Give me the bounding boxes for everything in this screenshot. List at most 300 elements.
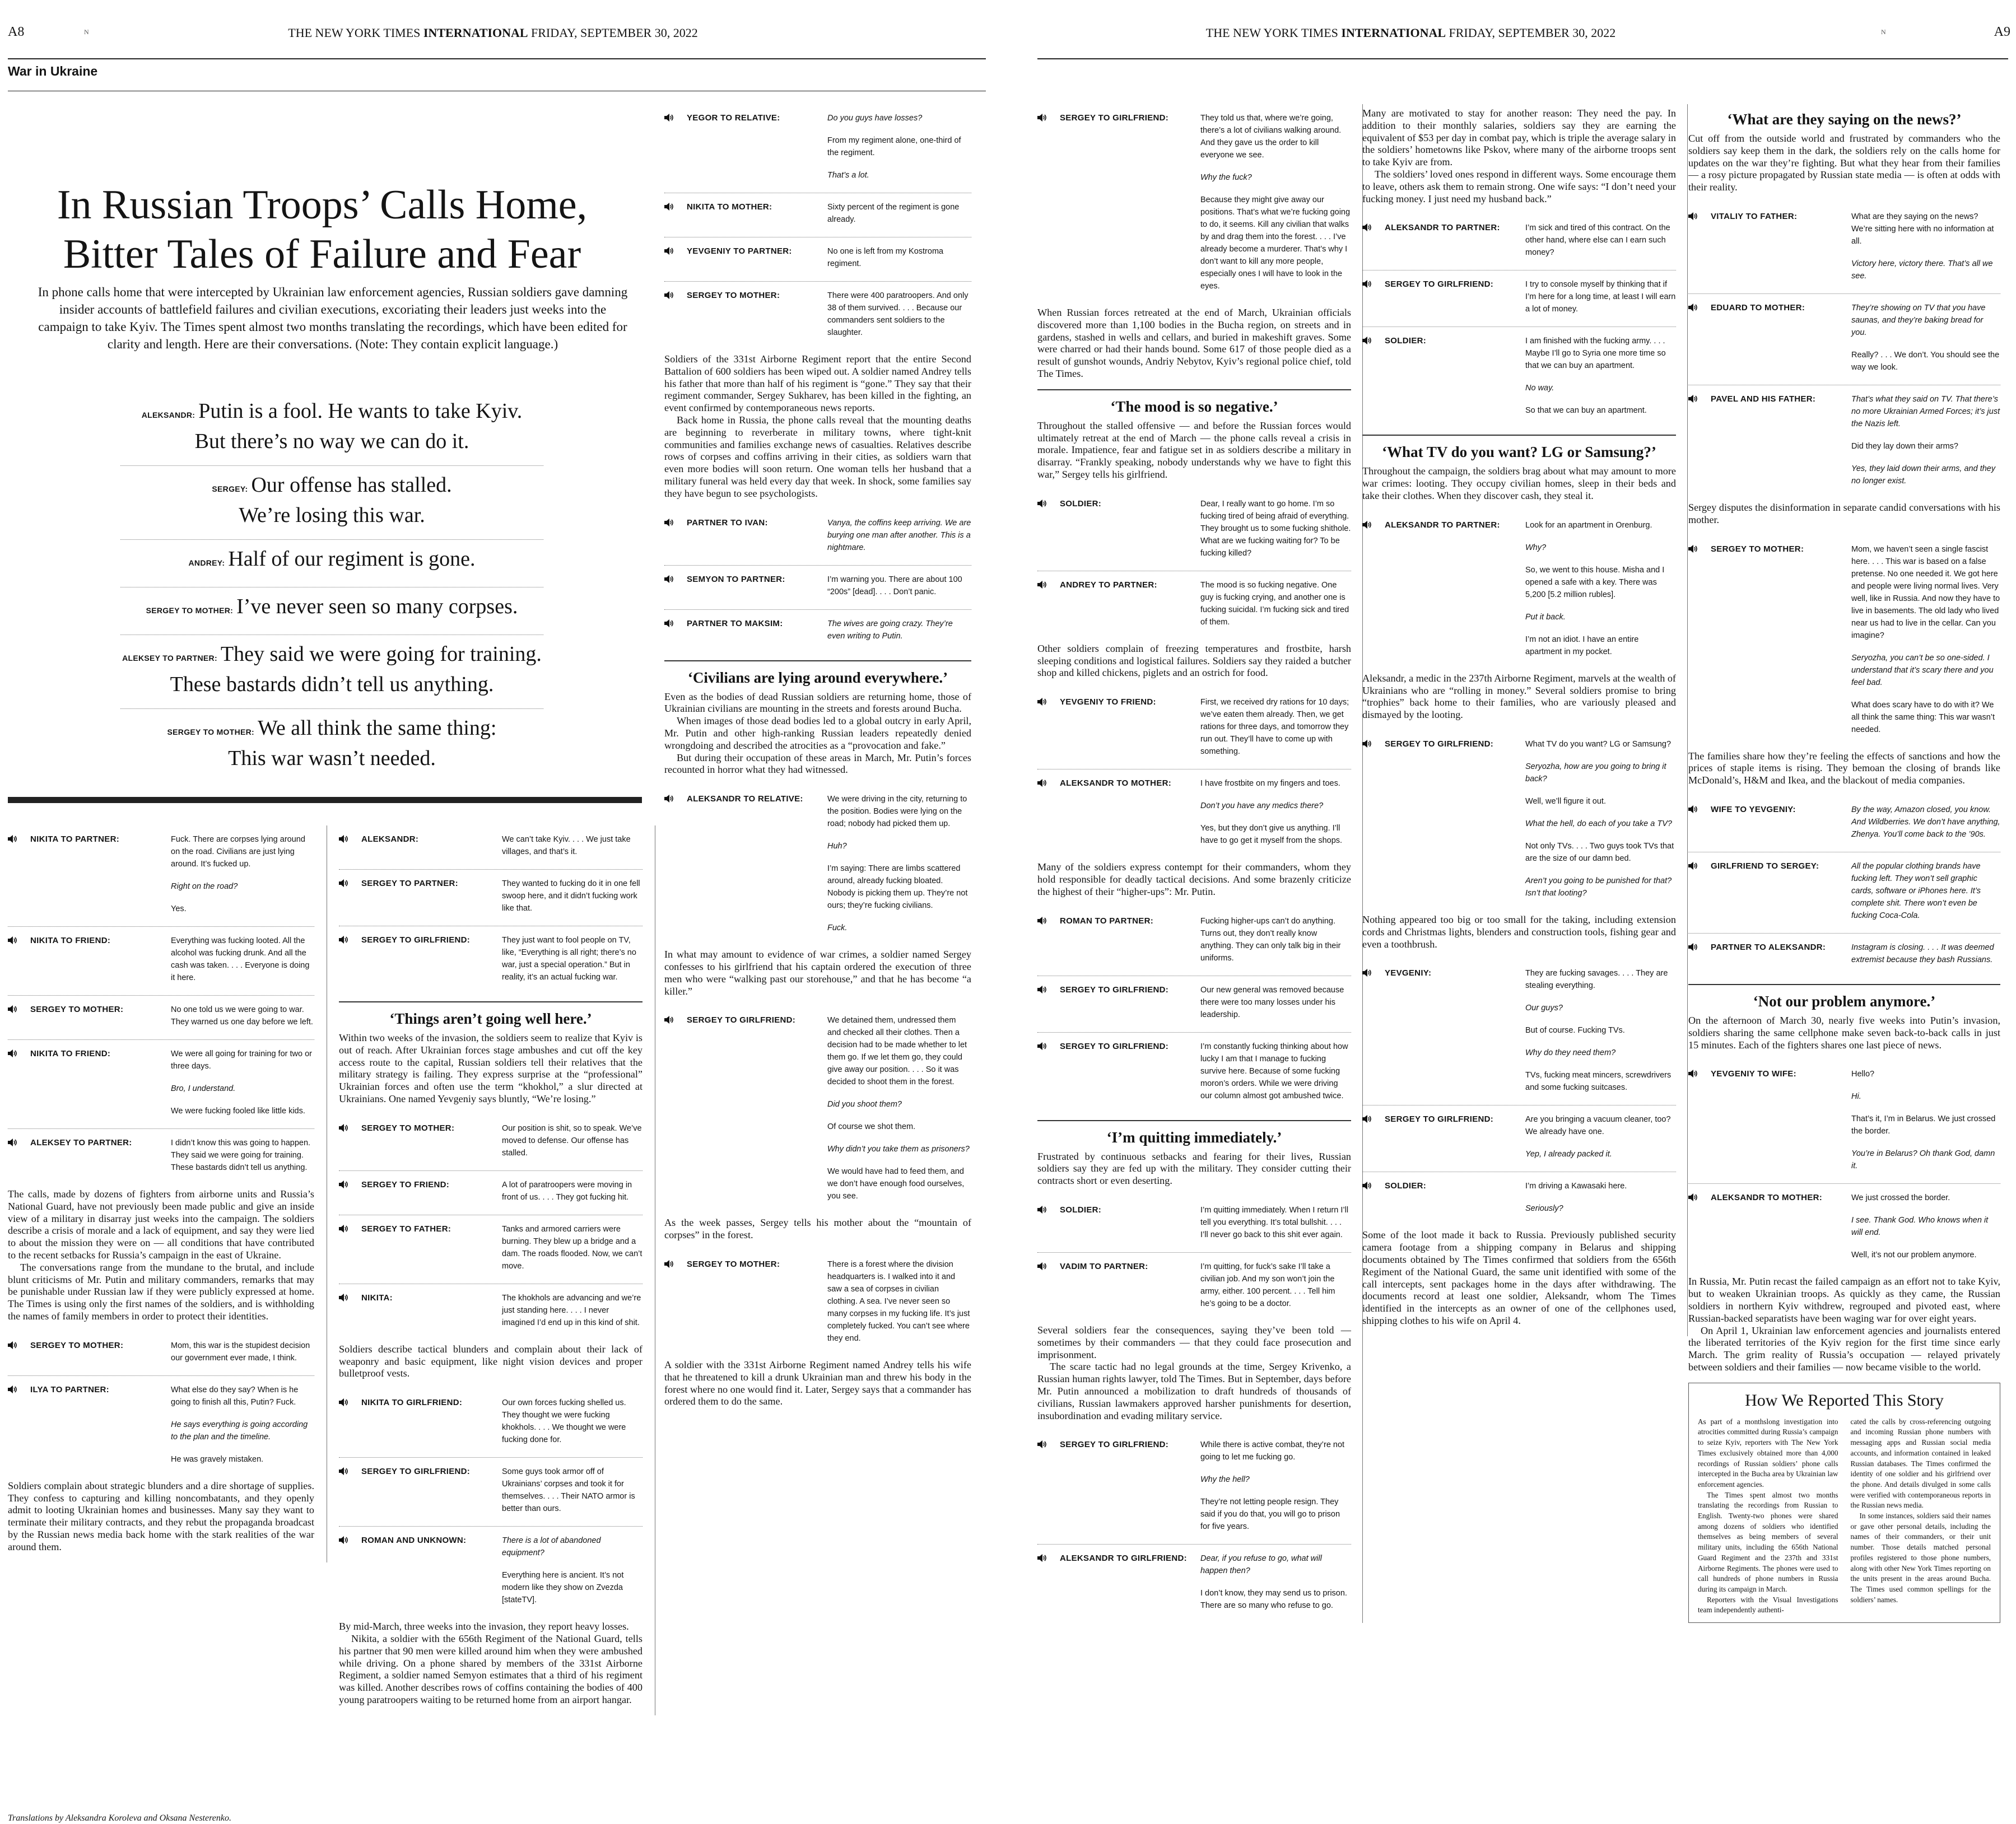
column-e	[1362, 104, 1688, 1336]
clip-speaker	[339, 878, 502, 915]
play-audio-speaker-icon[interactable]	[339, 1225, 349, 1233]
transcript-line: What are they saying on the news? We’re sitting here with no information at all.	[1851, 212, 1994, 246]
pull-quotes	[120, 392, 543, 782]
clip-transcript	[827, 517, 971, 554]
play-audio-speaker-icon[interactable]	[339, 1124, 349, 1132]
play-audio-speaker-icon[interactable]	[1037, 698, 1047, 706]
pull-quote	[120, 635, 543, 709]
transcript-line: There is a lot of abandoned equipment?	[502, 1536, 601, 1558]
subhead: ‘The mood is so negative.’	[1037, 389, 1351, 416]
transcript-line: I didn’t know this was going to happen. They said we were going for training. These bastards didn’t tell us anything.	[171, 1139, 311, 1172]
clip-speaker-label: SEMYON TO PARTNER:	[687, 574, 785, 584]
transcript-line: They’re not letting people resign. They said if you do that, you will go to prison for five years.	[1200, 1498, 1340, 1532]
play-audio-speaker-icon[interactable]	[1037, 917, 1047, 925]
subhead: ‘Things aren’t going well here.’	[339, 1001, 642, 1028]
clip-transcript	[502, 878, 642, 915]
audio-clip	[664, 237, 971, 282]
play-audio-speaker-icon[interactable]	[1037, 1554, 1047, 1562]
headline	[0, 180, 644, 279]
paragraph: Throughout the campaign, the soldiers brag about what may amount to more war crimes: looting. They occupy civilian homes, sleep in their beds and take their clothes. When they discover cash, they steal it.	[1362, 465, 1676, 501]
transcript-line: Well, it’s not our problem anymore.	[1851, 1251, 1977, 1260]
play-audio-speaker-icon[interactable]	[1037, 114, 1047, 122]
transcript-line: They’re showing on TV that you have saunas, and they’re baking bread for you.	[1851, 303, 1986, 337]
transcript-line: Seryozha, you can’t be so one-sided. I understand that it’s scary there and you feel bad.	[1851, 653, 1994, 687]
clip-speaker-label: NIKITA TO GIRLFRIEND:	[361, 1398, 463, 1408]
audio-clip	[1037, 490, 1351, 571]
clip-speaker	[1037, 984, 1200, 1021]
audio-clip	[339, 1284, 642, 1340]
transcript-line: I’m sick and tired of this contract. On the other hand, where else can I earn such money?	[1525, 223, 1670, 258]
play-audio-speaker-icon[interactable]	[339, 1536, 349, 1544]
transcript-line: We were all going for training for two or three days.	[171, 1049, 312, 1071]
transcript-line: All the popular clothing brands have fucking left. They won’t sell graphic cards, software or iPhones here. It’s complete shit. There won’t even be fucking Coca-Cola.	[1851, 861, 1981, 920]
transcript-line: They just want to fool people on TV, like, “Everything is all right; there’s no war, just a special operation.” But in reality, it’s an actual fucking war.	[502, 936, 636, 982]
play-audio-speaker-icon[interactable]	[339, 936, 349, 944]
clip-speaker	[664, 201, 827, 226]
transcript-line: Because they might give away our positions. That’s what we’re fucking going to do, it seems. Kill any civilian that walks by and drag them into the forest. . . . I’ve already become a murderer. That’s why I don’t want to kill any more people, especially ones I will have to look in the eyes.	[1200, 195, 1351, 291]
body-text	[664, 1217, 971, 1242]
clip-transcript	[1525, 278, 1676, 315]
play-audio-speaker-icon[interactable]	[664, 203, 674, 211]
top-rule	[1037, 58, 2008, 59]
thick-rule	[8, 797, 642, 803]
clip-speaker	[664, 573, 827, 598]
transcript-line: Well, we’ll figure it out.	[1525, 796, 1606, 806]
play-audio-speaker-icon[interactable]	[339, 1181, 349, 1188]
play-audio-speaker-icon[interactable]	[664, 114, 674, 122]
transcript-line: They wanted to fucking do it in one fell swoop here, and it didn’t fucking work like that.	[502, 879, 640, 913]
clip-speaker-label: SERGEY TO GIRLFRIEND:	[361, 935, 471, 945]
folio	[0, 26, 986, 40]
paragraph: Nikita, a soldier with the 656th Regiment of the National Guard, tells his partner that 90 men were killed around him when they were ambushed while driving. On a phone shared by members of the 331st Airborne Regiment, a soldier named Semyon estimates that a third of his regiment was killed. Another describes rows of coffins containing the bodies of 400 young paratroopers waiting to be returned home from an airport hangar.	[339, 1632, 642, 1705]
play-audio-speaker-icon[interactable]	[1688, 1193, 1698, 1201]
transcript-line: What else do they say? When is he going to finish all this, Putin? Fuck.	[171, 1385, 299, 1407]
clip-speaker	[8, 1137, 171, 1174]
clip-transcript	[502, 1122, 642, 1159]
paragraph: When images of those dead bodies led to a global outcry in early April, Mr. Putin and other high-ranking Russian leaders repeatedly denied wrongdoing and described the atrocities as a “provocation and fake.”	[664, 715, 971, 751]
clip-speaker-label: SERGEY TO GIRLFRIEND:	[1060, 113, 1169, 123]
play-audio-speaker-icon[interactable]	[8, 1049, 18, 1057]
transcript-line: Bro, I understand.	[171, 1084, 236, 1093]
clip-speaker	[1362, 222, 1525, 259]
audio-clip	[339, 1458, 642, 1527]
audio-clip	[8, 1129, 314, 1185]
transcript-line: Why the hell?	[1200, 1475, 1250, 1485]
transcript-line: He was gravely mistaken.	[171, 1454, 264, 1464]
play-audio-speaker-icon[interactable]	[1688, 395, 1698, 403]
clip-speaker-label: ALEKSANDR TO GIRLFRIEND:	[1060, 1554, 1187, 1564]
paragraph: Soldiers complain about strategic blunders and a dire shortage of supplies. They confess to capturing and killing noncombatants, and they openly admit to looting Ukrainian homes and businesses. Many say they want to terminate their military contracts, and they rebut the propaganda broadcast by the Russian news media back home with the stark realities of the war around them.	[8, 1480, 314, 1552]
play-audio-speaker-icon[interactable]	[1362, 969, 1372, 977]
clip-transcript	[827, 245, 971, 270]
transcript-line: Vanya, the coffins keep arriving. We are burying one man after another. This is a nightmare.	[827, 518, 971, 552]
quote-speaker: SERGEY:	[212, 484, 248, 493]
transcript-line: A lot of paratroopers were moving in front of us. . . . They got fucking hit.	[502, 1180, 632, 1202]
clip-speaker	[1037, 112, 1200, 292]
transcript-line: TVs, fucking meat mincers, screwdrivers and some fucking suitcases.	[1525, 1071, 1672, 1093]
clip-speaker	[664, 1014, 827, 1202]
play-audio-speaker-icon[interactable]	[8, 936, 18, 944]
play-audio-speaker-icon[interactable]	[1688, 304, 1698, 311]
transcript-line: Look for an apartment in Orenburg.	[1525, 520, 1652, 530]
paragraph: Nothing appeared too big or too small for the taking, including extension cords and Christmas lights, blenders and construction tools, fishing gear and even a toothbrush.	[1362, 913, 1676, 950]
play-audio-speaker-icon[interactable]	[664, 795, 674, 803]
clip-speaker	[1362, 1180, 1525, 1215]
play-audio-speaker-icon[interactable]	[1688, 805, 1698, 813]
clip-speaker	[664, 112, 827, 181]
clip-transcript	[502, 934, 642, 983]
body-text	[1037, 307, 1351, 380]
transcript-line: Yep, I already packed it.	[1525, 1150, 1612, 1159]
audio-clip	[664, 282, 971, 350]
clip-transcript	[827, 793, 971, 934]
transcript-line: No one told us we were going to war. They warned us one day before we left.	[171, 1005, 313, 1027]
transcript-line: Everything was fucking looted. All the alcohol was fucking drunk. And all the cash was taken. . . . Everyone is doing it here.	[171, 936, 310, 982]
audio-clip	[1037, 688, 1351, 769]
paragraph: Even as the bodies of dead Russian soldiers are returning home, those of Ukrainian civilians are mounting in the streets and forests around Bucha.	[664, 691, 971, 715]
clip-transcript	[827, 1014, 971, 1202]
play-audio-speaker-icon[interactable]	[1688, 943, 1698, 951]
clip-speaker	[664, 618, 827, 642]
body-text	[1688, 750, 2000, 787]
play-audio-speaker-icon[interactable]	[339, 1398, 349, 1406]
clip-speaker	[1688, 804, 1851, 841]
clip-speaker-label: ILYA TO PARTNER:	[30, 1384, 109, 1394]
clip-speaker	[339, 1179, 502, 1203]
play-audio-speaker-icon[interactable]	[339, 879, 349, 887]
clip-speaker-label: SOLDIER:	[1060, 1205, 1102, 1215]
body-text	[1688, 502, 2000, 526]
play-audio-speaker-icon[interactable]	[339, 1294, 349, 1301]
transcript-line: Don’t you have any medics there?	[1200, 801, 1324, 811]
transcript-line: By the way, Amazon closed, you know. And Wildberries. We don’t have anything, Zhenya. You’ll come back to the ’90s.	[1851, 805, 2000, 839]
audio-clip	[1688, 1060, 2000, 1184]
play-audio-speaker-icon[interactable]	[1037, 986, 1047, 993]
column-b	[339, 825, 655, 1715]
paragraph: Soldiers of the 331st Airborne Regiment report that the entire Second Battalion of 600 soldiers has been wiped out. A soldier named Andrey tells his father that more than half of his regiment is “gone.” They say that their regiment commander, Sergey Sukharev, has been killed in the fighting, an event confirmed by contemporaneous news reports.	[664, 353, 971, 414]
clip-speaker-label: ALEKSEY TO PARTNER:	[30, 1138, 132, 1147]
clip-speaker	[339, 934, 502, 983]
play-audio-speaker-icon[interactable]	[1688, 1070, 1698, 1077]
clip-speaker-label: WIFE TO YEVGENIY:	[1711, 804, 1796, 814]
paragraph: Throughout the stalled offensive — and before the Russian forces would ultimately retreat at the end of March — the phone calls reveal a crisis in morale. Impatience, fear and fatigue set in as soldiers describe a military in disarray. “Frankly speaking, nobody understands why we have to fight this war,” Sergey tells his girlfriend.	[1037, 419, 1351, 480]
audio-clip	[664, 104, 971, 193]
play-audio-speaker-icon[interactable]	[664, 247, 674, 255]
clip-transcript	[1851, 941, 2000, 966]
clip-speaker-label: SERGEY TO GIRLFRIEND:	[1060, 985, 1169, 995]
audio-clip	[1037, 1431, 1351, 1545]
clip-transcript	[502, 833, 642, 858]
audio-clip	[1037, 907, 1351, 976]
play-audio-speaker-icon[interactable]	[1362, 740, 1372, 748]
transcript-line: Sixty percent of the regiment is gone already.	[827, 203, 960, 224]
clip-speaker	[1037, 1439, 1200, 1533]
play-audio-speaker-icon[interactable]	[664, 519, 674, 526]
play-audio-speaker-icon[interactable]	[1037, 1262, 1047, 1270]
clip-speaker	[1362, 278, 1525, 315]
audio-clip	[664, 566, 971, 610]
clip-transcript	[1200, 498, 1351, 559]
transcript-line: Instagram is closing. . . . It was deemed extremist because they bash Russians.	[1851, 943, 1994, 964]
clip-speaker-label: SERGEY TO MOTHER:	[687, 1259, 780, 1269]
transcript-line: We were fucking fooled like little kids.	[171, 1107, 305, 1116]
body-text	[1688, 1276, 2000, 1373]
play-audio-speaker-icon[interactable]	[339, 1467, 349, 1475]
paragraph: Sergey disputes the disinformation in separate candid conversations with his mother.	[1688, 501, 2000, 525]
clip-transcript	[827, 573, 971, 598]
paragraph: The families share how they’re feeling the effects of sanctions and how the prices of staple items is rising. They bemoan the closing of brands like McDonald’s, H&M and Ikea, and the blackout of media companies.	[1688, 750, 2000, 786]
body-text	[339, 1621, 642, 1706]
play-audio-speaker-icon[interactable]	[664, 619, 674, 627]
left-page	[0, 0, 986, 1824]
play-audio-speaker-icon[interactable]	[1037, 581, 1047, 589]
body-text	[1037, 420, 1351, 481]
audio-clip	[1362, 214, 1676, 270]
play-audio-speaker-icon[interactable]	[1037, 1206, 1047, 1214]
audio-clip	[1362, 327, 1676, 428]
body-text	[664, 691, 971, 777]
body-text	[1362, 914, 1676, 950]
clip-speaker-label: PAVEL AND HIS FATHER:	[1711, 394, 1816, 404]
body-text	[664, 1359, 971, 1408]
audio-clip	[1037, 571, 1351, 640]
play-audio-speaker-icon[interactable]	[1362, 1115, 1372, 1123]
play-audio-speaker-icon[interactable]	[8, 1341, 18, 1349]
clip-speaker-label: SOLDIER:	[1060, 498, 1102, 509]
body-text	[8, 1480, 314, 1554]
transcript-line: We can’t take Kyiv. . . . We just take villages, and that’s it.	[502, 835, 631, 856]
quote-line: Putin is a fool. He wants to take Kyiv.	[198, 399, 523, 423]
clip-transcript	[1200, 1041, 1351, 1102]
clip-speaker-label: ALEKSANDR TO RELATIVE:	[687, 794, 803, 804]
quote-line: This war wasn’t needed.	[228, 747, 436, 770]
play-audio-speaker-icon[interactable]	[339, 835, 349, 843]
transcript-line: Fucking higher-ups can’t do anything. Turns out, they don’t really know anything. They can only talk big in their uniforms.	[1200, 916, 1341, 963]
play-audio-speaker-icon[interactable]	[1037, 1440, 1047, 1448]
clip-speaker-label: SERGEY TO PARTNER:	[361, 879, 458, 888]
quote-speaker: SERGEY TO MOTHER:	[146, 606, 234, 615]
clip-speaker-label: ALEKSANDR TO PARTNER:	[1385, 223, 1500, 233]
transcript-line: They are fucking savages. . . . They are stealing everything.	[1525, 969, 1668, 991]
body-text	[1362, 1229, 1676, 1327]
transcript-line: Why?	[1525, 543, 1547, 552]
play-audio-speaker-icon[interactable]	[1362, 521, 1372, 529]
clip-speaker	[664, 245, 827, 270]
clip-transcript	[502, 1179, 642, 1203]
clip-transcript	[1200, 1204, 1351, 1241]
paragraph: Several soldiers fear the consequences, saying they’ve been told — sometimes by their commanders — that they could face prosecution and imprisonment.	[1037, 1324, 1351, 1360]
clip-speaker	[664, 517, 827, 554]
box-paragraph: In some instances, soldiers said their names or gave other personal details, including the names of their commanders, or their unit number. Those details matched personal profiles registered to those phone numbers, along with other New York Times reporting on the units present in the areas around Bucha. The Times used common spellings for the soldiers’ names.	[1850, 1512, 1991, 1604]
audio-clip	[1362, 270, 1676, 327]
clip-speaker	[8, 1048, 171, 1117]
clip-transcript	[1525, 222, 1676, 259]
play-audio-speaker-icon[interactable]	[1362, 1182, 1372, 1189]
transcript-line: Some guys took armor off of Ukrainians’ corpses and took it for themselves. . . . Their NATO armor is better than ours.	[502, 1467, 635, 1514]
issue-date: FRIDAY, SEPTEMBER 30, 2022	[531, 26, 698, 40]
audio-clip	[1037, 1253, 1351, 1321]
clip-speaker-label: NIKITA TO FRIEND:	[30, 1049, 111, 1058]
play-audio-speaker-icon[interactable]	[664, 291, 674, 299]
play-audio-speaker-icon[interactable]	[1688, 862, 1698, 870]
transcript-line: Yes.	[171, 904, 187, 913]
dek: In phone calls home that were intercepted by Ukrainian law enforcement agencies, Russian soldiers gave damning insider accounts of battlefield failures and civilian executions, excoriating their leaders just weeks into the campaign to take Kyiv. The Times spent almost two months translating the recordings, which have been edited for clarity and length. Here are their conversations. (Note: They contain explicit language.)	[38, 285, 628, 351]
body-text	[1037, 643, 1351, 679]
clip-speaker-label: GIRLFRIEND TO SERGEY:	[1711, 861, 1819, 871]
clip-speaker	[1037, 777, 1200, 847]
transcript-line: Our guys?	[1525, 1004, 1563, 1013]
transcript-line: No way.	[1525, 384, 1554, 393]
clip-transcript	[1200, 696, 1351, 758]
transcript-line: Our position is shit, so to speak. We’ve moved to defense. Our offense has stalled.	[502, 1123, 642, 1158]
audio-clip	[339, 1389, 642, 1458]
quote-speaker: ALEKSEY TO PARTNER:	[122, 654, 217, 663]
play-audio-speaker-icon[interactable]	[1037, 500, 1047, 507]
quote-line: These bastards didn’t tell us anything.	[170, 673, 494, 696]
clip-speaker-label: SERGEY TO GIRLFRIEND:	[1060, 1041, 1169, 1051]
transcript-line: Everything here is ancient. It’s not modern like they show on Zvezda [stateTV].	[502, 1571, 624, 1605]
clip-transcript	[1851, 860, 2000, 922]
transcript-line: Not only TVs. . . . Two guys took TVs that are the size of our damn bed.	[1525, 841, 1674, 863]
clip-speaker	[1688, 543, 1851, 736]
box-paragraph: Reporters with the Visual Investigations team independently authenti-	[1698, 1595, 1838, 1615]
play-audio-speaker-icon[interactable]	[1688, 545, 1698, 553]
play-audio-speaker-icon[interactable]	[8, 1386, 18, 1393]
transcript-line: They told us that, where we’re going, there’s a lot of civilians walking around. And they gave us the order to kill everyone we see.	[1200, 114, 1342, 160]
clip-speaker	[1688, 860, 1851, 922]
clip-speaker	[1362, 967, 1525, 1094]
paragraph: The scare tactic had no legal grounds at the time, Sergey Krivenko, a Russian human rights lawyer, told The Times. But in September, days before Mr. Putin announced a mobilization to draft hundreds of thousands of civilians, Russian lawmakers approved harsher punishments for desertion, insubordination and evading military service.	[1037, 1361, 1351, 1421]
audio-clip	[1688, 535, 2000, 747]
play-audio-speaker-icon[interactable]	[8, 1005, 18, 1013]
clip-speaker-label: SERGEY TO MOTHER:	[30, 1340, 124, 1350]
clip-speaker-label: ALEKSANDR TO PARTNER:	[1385, 520, 1500, 530]
body-text	[8, 1188, 314, 1323]
clip-speaker	[664, 290, 827, 339]
play-audio-speaker-icon[interactable]	[664, 575, 674, 583]
clip-speaker-label: SERGEY TO MOTHER:	[361, 1123, 455, 1133]
paragraph: Frustrated by continuous setbacks and fearing for their lives, Russian soldiers say they are fed up with the military. They consider cutting their contracts short or even deserting.	[1037, 1150, 1351, 1187]
body-text	[664, 353, 971, 500]
audio-clip	[1037, 1033, 1351, 1113]
clip-speaker-label: SERGEY TO GIRLFRIEND:	[1060, 1440, 1169, 1450]
play-audio-speaker-icon[interactable]	[8, 835, 18, 843]
clip-speaker-label: SOLDIER:	[1385, 336, 1427, 346]
clip-transcript	[502, 1534, 642, 1606]
transcript-line: First, we received dry rations for 10 days; we’ve eaten them already. Then, we get rations for three days, and tomorrow they run out. They’ll have to come up with something.	[1200, 698, 1349, 757]
audio-clip	[1362, 1105, 1676, 1172]
play-audio-speaker-icon[interactable]	[8, 1139, 18, 1146]
paragraph: Other soldiers complain of freezing temperatures and frostbite, harsh sleeping conditions and logistical failures. Soldiers say they raided a butcher shop and killed chickens, piglets and an ostrich for food.	[1037, 642, 1351, 679]
clip-speaker-label: SERGEY TO MOTHER:	[687, 291, 780, 300]
transcript-line: Tanks and armored carriers were burning. They blew up a bridge and a dam. The roads flooded. Now, we can’t move.	[502, 1224, 642, 1271]
transcript-line: Victory here, victory there. That’s all we see.	[1851, 259, 1993, 281]
audio-clip	[1362, 511, 1676, 669]
quote-line: Our offense has stalled.	[251, 473, 452, 497]
paragraph: Soldiers describe tactical blunders and complain about their lack of weaponry and basic equipment, like night vision devices and proper bulletproof vests.	[339, 1343, 642, 1379]
audio-clip	[664, 610, 971, 654]
clip-transcript	[171, 1384, 314, 1466]
paragraph: In Russia, Mr. Putin recast the failed campaign as an effort not to take Kyiv, but to weaken Ukrainian troops. As quickly as they came, the Russian soldiers in northern Kyiv withdrew, regrouped and pivoted east, where Russian-backed separatists have been waging war for over eight years.	[1688, 1276, 2000, 1324]
transcript-line: Do you guys have losses?	[827, 114, 923, 123]
clip-speaker	[8, 833, 171, 915]
audio-clip	[339, 926, 642, 995]
play-audio-speaker-icon[interactable]	[1362, 337, 1372, 344]
clip-speaker	[1362, 738, 1525, 899]
transcript-line: So that we can buy an apartment.	[1525, 406, 1647, 416]
body-text	[664, 949, 971, 997]
transcript-line: Our new general was removed because there were too many losses under his leadership.	[1200, 985, 1344, 1019]
clip-speaker	[339, 833, 502, 858]
play-audio-speaker-icon[interactable]	[664, 1260, 674, 1268]
clip-transcript	[1200, 112, 1351, 292]
clip-speaker	[339, 1397, 502, 1446]
clip-speaker	[8, 1384, 171, 1466]
clip-speaker	[1037, 915, 1200, 964]
clip-speaker-label: SERGEY TO GIRLFRIEND:	[361, 1467, 471, 1477]
headline-line-1: In Russian Troops’ Calls Home,	[57, 182, 588, 228]
section-label: War in Ukraine	[8, 64, 98, 78]
audio-clip	[8, 825, 314, 927]
clip-speaker	[1037, 696, 1200, 758]
quote-speaker: ANDREY:	[188, 558, 225, 567]
transcript-line: There were 400 paratroopers. And only 38 of them survived. . . . Because our commanders sent soldiers to the slaughter.	[827, 291, 969, 337]
clip-speaker-label: SERGEY TO MOTHER:	[1711, 544, 1804, 554]
audio-clip	[1688, 203, 2000, 294]
transcript-line: Dear, I really want to go home. I’m so fucking tired of being afraid of everything. They brought us to some fucking shithole. What are we fucking waiting for? To be fucking killed?	[1200, 499, 1351, 558]
clip-transcript	[827, 201, 971, 226]
clip-speaker	[1037, 1552, 1200, 1612]
quote-line: I’ve never seen so many corpses.	[236, 595, 518, 618]
clip-speaker-label: YEVGENIY TO WIFE:	[1711, 1069, 1796, 1079]
transcript-line: Why the fuck?	[1200, 173, 1252, 182]
box-paragraph: The Times spent almost two months translating the recordings from Russian to English. Twenty-two phones were shared among dozens of soldiers who identified themselves as being members of several military units, including the 656th National Guard Regiment and the 237th and 331st Airborne Regiments. The phones were used to call hundreds of phone numbers in Russia during its campaign in March.	[1698, 1490, 1838, 1593]
transcript-line: Fuck.	[827, 923, 848, 933]
headline-line-2: Bitter Tales of Failure and Fear	[63, 231, 581, 277]
box-paragraph: cated the calls by cross-referencing outgoing and incoming Russian phone numbers with messaging apps and Russian social media accounts, and information contained in leaked Russian databases. The Times confirmed the identity of one soldier and his girlfriend over the phone. And details divulged in some calls were verified with contemporaneous reports in the Russian news media.	[1850, 1417, 1991, 1510]
transcript-line: Mom, this war is the stupidest decision our government ever made, I think.	[171, 1341, 310, 1363]
quote-line: We all think the same thing:	[258, 716, 497, 740]
paragraph: But during their occupation of these areas in March, Mr. Putin’s forces recounted in horror what they had witnessed.	[664, 752, 971, 776]
play-audio-speaker-icon[interactable]	[664, 1016, 674, 1024]
audio-clip	[664, 785, 971, 945]
paper-name: THE NEW YORK TIMES	[288, 26, 421, 40]
play-audio-speaker-icon[interactable]	[1037, 779, 1047, 787]
clip-transcript	[1200, 984, 1351, 1021]
column-f	[1688, 104, 2000, 1623]
play-audio-speaker-icon[interactable]	[1362, 280, 1372, 288]
play-audio-speaker-icon[interactable]	[1362, 223, 1372, 231]
clip-speaker-label: NIKITA TO FRIEND:	[30, 936, 111, 945]
transcript-line: I’m driving a Kawasaki here.	[1525, 1182, 1627, 1191]
play-audio-speaker-icon[interactable]	[1688, 212, 1698, 220]
clip-transcript	[502, 1292, 642, 1329]
play-audio-speaker-icon[interactable]	[1037, 1042, 1047, 1050]
paragraph: Many of the soldiers express contempt for their commanders, whom they hold responsible for deadly tactical decisions. And some brazenly criticize the highest of their “higher-ups”: Mr. Putin.	[1037, 861, 1351, 897]
transcript-line: You’re in Belarus? Oh thank God, damn it.	[1851, 1149, 1995, 1171]
transcript-line: I’m constantly fucking thinking about how lucky I am that I manage to fucking survive here. Because of some fucking moron’s orders. While we were driving our column almost got ambushed twice.	[1200, 1042, 1348, 1100]
running-head	[0, 21, 986, 44]
clip-transcript	[1851, 1192, 2000, 1261]
clip-speaker	[339, 1292, 502, 1329]
transcript-line: I am finished with the fucking army. . . . Maybe I’ll go to Syria one more time so that we can buy an apartment.	[1525, 337, 1666, 371]
clip-speaker-label: ALEKSANDR:	[361, 834, 419, 844]
audio-clip	[1688, 934, 2000, 977]
transcript-line: Our own forces fucking shelled us. They thought we were fucking khokhols. . . . We thought we were fucking done for.	[502, 1398, 626, 1445]
audio-clip	[1362, 1172, 1676, 1226]
transcript-line: Why didn’t you take them as prisoners?	[827, 1145, 970, 1154]
transcript-line: The khokhols are advancing and we’re just standing here. . . . I never imagined I’d end up in this kind of shit.	[502, 1293, 641, 1327]
